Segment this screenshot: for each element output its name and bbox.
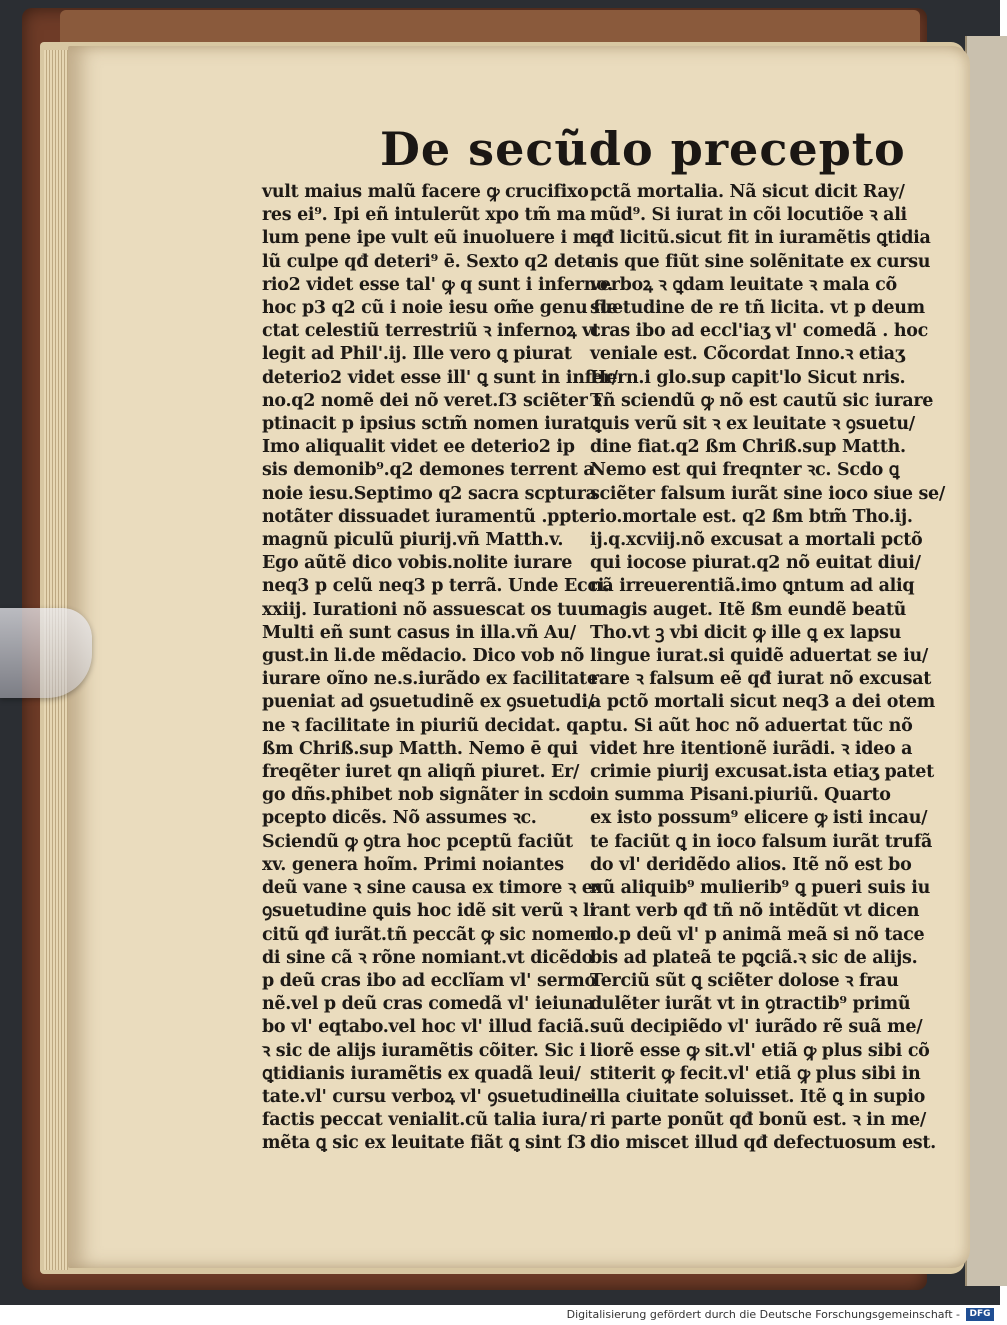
text-line: in summa Pisani.piuriũ. Quarto xyxy=(590,785,891,806)
text-line: do vl' deridẽdo alios. Itẽ nõ est bo xyxy=(590,854,912,875)
text-line: nis que fiũt sine solẽnitate ex cursu xyxy=(590,251,931,272)
text-line: rant verb qđ tñ nõ intẽdũt vt dicen xyxy=(590,901,920,922)
text-line: freqẽter iuret qn aliqñ piuret. Er/ xyxy=(262,762,580,783)
text-line: ptinacit p ipsius sctm̃ nomen iurat. xyxy=(262,414,597,435)
text-line: sis demonib⁹.q2 demones terrent a xyxy=(262,460,595,481)
text-line: lum pene ipe vult eũ inuoluere i ma xyxy=(262,228,602,249)
text-line: ptu. Si aũt hoc nõ aduertat tũc nõ xyxy=(590,715,913,736)
page-heading: De secũdo precepto xyxy=(380,122,906,176)
text-line: dulẽter iurãt vt in ꝯtractib⁹ primũ xyxy=(590,994,911,1015)
text-line: ꝛ sic de alijs iuramẽtis cõiter. Sic i xyxy=(262,1040,586,1061)
text-line: Terciũ sũt ꝗ sciẽter dolose ꝛ frau xyxy=(590,970,899,991)
text-line: go dñs.phibet nob signãter in scdo xyxy=(262,785,592,806)
text-line: ꝗuis verũ sit ꝛ ex leuitate ꝛ ꝯsuetu/ xyxy=(590,414,915,435)
text-line: mẽta ꝗ sic ex leuitate fiãt ꝗ sint ſ3 xyxy=(262,1133,587,1154)
text-line: res ei⁹. Ipi eñ intulerũt xpo tm̃ ma xyxy=(262,205,586,226)
text-line: ßm Chriß.sup Matth. Nemo ē qui xyxy=(262,738,578,759)
text-line: Imo aliqualit videt ee deterio2 ip xyxy=(262,437,575,458)
text-line: suũ decipiẽdo vl' iurãdo rẽ suã me/ xyxy=(590,1017,923,1038)
text-line: notãter dissuadet iuramentũ .ppter xyxy=(262,506,599,527)
funding-notice: Digitalisierung gefördert durch die Deutsche Forschungsgemeinschaft - xyxy=(566,1308,960,1321)
text-line: no.q2 nomẽ dei nõ veret.ſ3 sciẽter ꝛ xyxy=(262,390,602,411)
text-line: bo vl' eqtabo.vel hoc vl' illud faciã. xyxy=(262,1017,590,1038)
text-line: ꝗtidianis iuramẽtis ex quadã leui/ xyxy=(262,1063,581,1084)
text-line: Tho.vt ꝫ vbi dicit ꝙ ille ꝗ ex lapsu xyxy=(590,622,902,643)
text-line: magis auget. Itẽ ßm eundẽ beatũ xyxy=(590,599,907,620)
text-line: Hern.i glo.sup capit'lo Sicut nris. xyxy=(590,367,906,388)
text-line: dio miscet illud qđ defectuosum est. xyxy=(590,1133,936,1154)
text-line: bis ad plateã te pꝗciã.ꝛ sic de alijs. xyxy=(590,947,918,968)
text-line: Nemo est qui freqnter ꝛc. Scdo ꝗ xyxy=(590,460,900,481)
text-line: legit ad Phil'.ij. Ille vero ꝗ piurat xyxy=(262,344,572,365)
text-line: qui iocose piurat.q2 nõ euitat diui/ xyxy=(590,553,921,574)
text-line: liorẽ esse ꝙ sit.vl' etiã ꝙ plus sibi cõ xyxy=(590,1040,930,1061)
page-holder-clip xyxy=(0,608,92,698)
text-line: a pctõ mortali sicut neq3 a dei otem xyxy=(590,692,935,713)
text-line: crimie piurij excusat.ista etiaʒ patet xyxy=(590,762,934,783)
text-line: tate.vl' cursu verboꝝ vl' ꝯsuetudine xyxy=(262,1086,592,1107)
text-line: ne ꝛ facilitate in piuriũ decidat. qa xyxy=(262,715,590,736)
text-line: deterio2 videt esse ill' ꝗ sunt in infer/ xyxy=(262,367,618,388)
text-line: iurare oĩno ne.s.iurãdo ex facilitate xyxy=(262,669,598,690)
text-line: xxiij. Iurationi nõ assuescat os tuum xyxy=(262,599,608,620)
text-line: neq3 p celũ neq3 p terrã. Unde Ecci. xyxy=(262,576,610,597)
text-line: hoc p3 q2 cũ i noie iesu om̃e genu fle xyxy=(262,298,618,319)
text-line: illa ciuitate soluisset. Itẽ ꝗ in supio xyxy=(590,1086,926,1107)
text-line: nũ aliquib⁹ mulierib⁹ ꝗ pueri suis iu xyxy=(590,878,931,899)
text-line: qđ licitũ.sicut fit in iuramẽtis ꝗtidia xyxy=(590,228,931,249)
footer-bar xyxy=(0,1305,1000,1325)
text-line: Ego aũtẽ dico vobis.nolite iurare xyxy=(262,553,573,574)
text-line: ctat celestiũ terrestriũ ꝛ infernoꝝ vt xyxy=(262,321,600,342)
book-cover-edge xyxy=(60,10,920,44)
text-line: mũd⁹. Si iurat in cõi locutiõe ꝛ ali xyxy=(590,205,907,226)
text-line: ꝯsuetudine ꝗuis hoc idẽ sit verũ ꝛ li xyxy=(262,901,596,922)
text-line: di sine cã ꝛ rõne nomiant.vt dicẽdo xyxy=(262,947,593,968)
text-line: verboꝝ ꝛ ꝗdam leuitate ꝛ mala cõ xyxy=(590,274,897,295)
text-line: pctã mortalia. Nã sicut dicit Ray/ xyxy=(590,182,905,202)
text-line: stiterit ꝙ fecit.vl' etiã ꝙ plus sibi in xyxy=(590,1063,921,1084)
text-line: te faciũt ꝗ in ioco falsum iurãt trufã xyxy=(590,831,933,852)
text-line: do.p deũ vl' p animã meã si nõ tace xyxy=(590,924,925,945)
text-line: ij.q.xcviij.nõ excusat a mortali pctõ xyxy=(590,530,923,551)
text-line: lingue iurat.si quidẽ aduertat se iu/ xyxy=(590,646,928,667)
text-line: ex isto possum⁹ elicere ꝙ isti incau/ xyxy=(590,808,928,829)
text-line: pueniat ad ꝯsuetudinẽ ex ꝯsuetudi/ xyxy=(262,692,594,713)
text-line: suetudine de re tñ licita. vt p deum xyxy=(590,298,925,319)
text-line: rio2 videt esse tal' ꝙ q sunt i inferno. xyxy=(262,274,613,295)
text-line: nã irreuerentiã.imo ꝗntum ad aliq xyxy=(590,576,915,597)
text-line: nẽ.vel p deũ cras comedã vl' ieiuna xyxy=(262,994,595,1015)
text-line: citũ qđ iurãt.tñ peccãt ꝙ sic nomen xyxy=(262,924,597,945)
text-column-right xyxy=(590,181,945,1156)
text-line: p deũ cras ibo ad ecclĩam vl' sermo xyxy=(262,970,596,991)
text-line: dine fiat.q2 ßm Chriß.sup Matth. xyxy=(590,437,906,458)
text-column-left xyxy=(262,181,618,1156)
text-line: Multi eñ sunt casus in illa.vñ Au/ xyxy=(262,622,576,643)
text-line: lũ culpe qđ deteri⁹ ē. Sexto q2 dete xyxy=(262,251,596,272)
text-line: gust.in li.de mẽdacio. Dico vob nõ xyxy=(262,646,584,667)
text-line: Tñ sciendũ ꝙ nõ est cautũ sic iurare xyxy=(590,390,934,411)
text-line: Sciendũ ꝙ ꝯtra hoc pceptũ faciũt xyxy=(262,831,573,852)
text-line: magnũ piculũ piurij.vñ Matth.v. xyxy=(262,530,564,551)
text-line: rio.mortale est. q2 ßm btm̃ Tho.ij. xyxy=(590,506,913,527)
text-line: pcepto dicẽs. Nõ assumes ꝛc. xyxy=(262,808,537,829)
text-line: noie iesu.Septimo q2 sacra scptura xyxy=(262,483,597,504)
text-line: xv. genera hoĩm. Primi noiantes xyxy=(262,854,564,875)
text-line: factis peccat venialit.cũ talia iura/ xyxy=(262,1110,587,1131)
text-line: sciẽter falsum iurãt sine ioco siue se/ xyxy=(590,483,945,504)
text-line: deũ vane ꝛ sine causa ex timore ꝛ ex xyxy=(262,878,603,899)
text-line: ri parte ponũt qđ bonũ est. ꝛ in me/ xyxy=(590,1110,926,1131)
dfg-logo: DFG xyxy=(966,1308,994,1321)
text-line: videt hre itentionẽ iurãdi. ꝛ ideo a xyxy=(590,738,913,759)
text-line: vult maius malũ facere ꝙ crucifixo xyxy=(262,182,589,202)
text-line: rare ꝛ falsum eẽ qđ iurat nõ excusat xyxy=(590,669,932,690)
text-line: cras ibo ad eccl'iaʒ vl' comedã . hoc xyxy=(590,321,928,342)
text-line: veniale est. Cõcordat Inno.ꝛ etiaʒ xyxy=(590,344,905,365)
facing-page-edge xyxy=(965,36,1007,1286)
